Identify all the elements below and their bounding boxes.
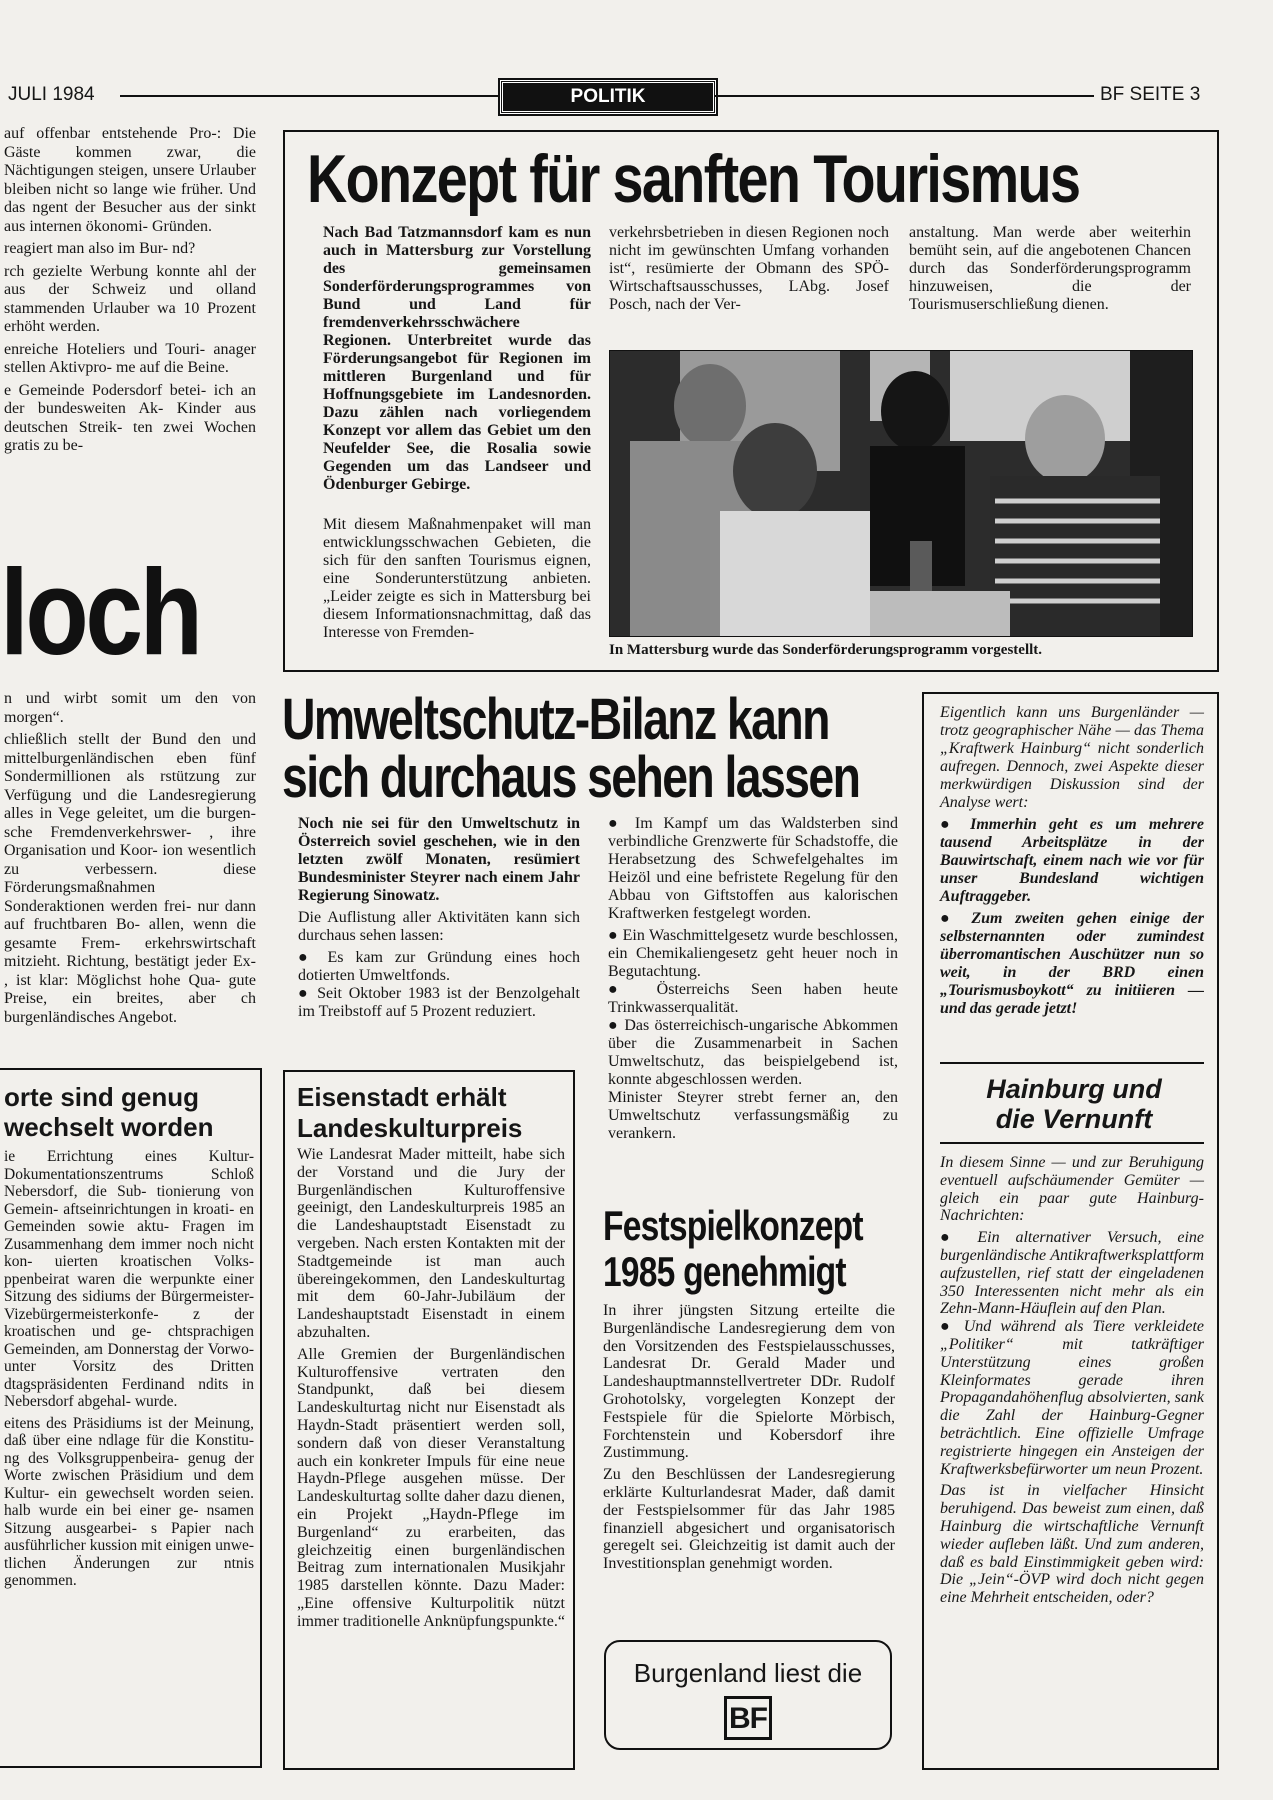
hainburg-article xyxy=(922,692,1219,1770)
environment-col-1 xyxy=(298,815,580,1025)
left-paragraph: chließlich stellt der Bund den und mittelburgenländischen eben fünf Sondermillionen als rstützung zur Verfügung und die Landesregierung alles in Vege geleitet, um die burgen- sche Fremdenverkehrswer- , ihre Organisation und Koor- ion wesentlich zu verbessern. diese Förderungsmaßnahmen Sonderaktionen werden frei- nur dann auf fruchtbaren Bo- allen, wenn die gesamte Frem- erkehrswirtschaft mitzieht. Richtung, bestätigt jeder Ex- , ist klar: Möglichst hohe Qua- gute Preise, ein breites, aber ch burgenländisches Angebot. xyxy=(4,731,256,1026)
environment-headline-1: Umweltschutz-Bilanz kann xyxy=(282,687,829,752)
eisenstadt-paragraph: Alle Gremien der Burgenländischen Kulturoffensive vertraten den Standpunkt, daß bei diesem Landeskulturtag nicht nur Eisenstadt als Haydn-Stadt präsentiert werden soll, sondern daß von dieser Veranstaltung auch ein konkreter Impuls für eine neue Haydn-Pflege ausgehen müsse. Der Landeskulturtag sollte daher dazu dienen, ein Projekt „Haydn-Pflege im Burgenland“ zu erarbeiten, das gleichzeitig einen burgenländischen Beitrag zum internationalen Musikjahr 1985 darstellen könnte. Dazu Mader: „Eine offensive Kulturpolitik nützt immer traditionelle Anknüpfungspunkte.“ xyxy=(297,1345,565,1630)
tourism-body-2: verkehrsbetrieben in diesen Regionen noch nicht im gewünschten Umfang vorhanden ist“, resümierte der Obmann des SPÖ-Wirtschaftsausschusses, LAbg. Josef Posch, nach der Ver- xyxy=(609,224,889,313)
left-box-headline: orte sind genug wechselt worden xyxy=(4,1082,214,1142)
festspiel-body xyxy=(603,1302,895,1577)
hainburg-intro xyxy=(940,704,1204,1022)
hainburg-bullet: ● Immerhin geht es um mehrere tausend Arbeitsplätze in der Bauwirtschaft, einem nach wie vor für unser Bundesland wichtigen Auftraggeber. xyxy=(940,816,1204,905)
header-page-number: BF SEITE 3 xyxy=(1100,84,1201,105)
environment-lead: Noch nie sei für den Umweltschutz in Österreich soviel geschehen, wie in den letzten zwölf Monaten, resümiert Bundesminister Steyrer nach einem Jahr Regierung Sinowatz. xyxy=(298,815,580,904)
left-paragraph: auf offenbar entstehende Pro-: Die Gäste kommen zwar, die Nächtigungen steigen, unsere Urlauber bleiben nicht so lange wie früher. Und das ngent der Besucher aus der sinkt aus internen ökonomi- Gründen. xyxy=(4,125,256,235)
tourism-article xyxy=(283,130,1219,672)
tourism-lead: Nach Bad Tatzmannsdorf kam es nun auch in Mattersburg zur Vorstellung des gemeinsamen Sonderförderungsprogrammes von Bund und Land für fremdenverkehrsschwächere Regionen. Unterbreitet wurde das Förderungsangebot für Regionen im mittleren Burgenland und für Hoffnungsgebiete im Landesnorden. Dazu zählen nach vorliegendem Konzept vor allem das Gebiet um den Neufelder See, die Rosalia sowie Gegenden um das Landseer und Ödenburger Gebirge. xyxy=(323,224,591,493)
photo-scene xyxy=(610,351,1192,636)
hainburg-rule-top xyxy=(940,1062,1204,1064)
eisenstadt-body xyxy=(297,1146,565,1635)
left-column-middle xyxy=(4,690,256,1031)
environment-bullet: ● Seit Oktober 1983 ist der Benzolgehalt im Treibstoff auf 5 Prozent reduziert. xyxy=(298,985,580,1020)
left-column-top xyxy=(4,125,256,460)
environment-bullet: ● Es kam zur Gründung eines hoch dotierten Umweltfonds. xyxy=(298,949,580,984)
left-paragraph: reagiert man also im Bur- nd? xyxy=(4,240,196,257)
eisenstadt-paragraph: Wie Landesrat Mader mitteilt, habe sich der Vorstand und die Jury der Burgenländischen Kulturoffensive geeinigt, den Landeskulturpreis 1985 an die Landeshauptstadt Eisenstadt zu vergeben. Nach ersten Kontakten mit der Stadtgemeinde ist man auch übereingekommen, den Landeskulturtag mit dem 60-Jahr-Jubiläum der Landeshauptstadt Eisenstadt in einem abzuhalten. xyxy=(297,1146,565,1341)
header-rule-right xyxy=(714,95,1094,97)
ad-box xyxy=(604,1640,892,1750)
tourism-body-1: Mit diesem Maßnahmenpaket will man entwicklungsschwachen Gebieten, die sich für den sanften Tourismus eignen, eine Sonderunterstützung anbieten. „Leider zeigte es sich in Mattersburg bei diesem Informationsnachmittag, daß das Interesse von Fremden- xyxy=(323,516,591,641)
photo-caption: In Mattersburg wurde das Sonderförderungsprogramm vorgestellt. xyxy=(609,642,1043,658)
left-box-paragraph: ie Errichtung eines Kultur- Dokumentationszentrums Schloß Nebersdorf, die Sub- tionierung von Gemein- aftseinrichtungen in kroati- en Gemeinden sowie aktu- Fragen im Zusammenhang dem immer noch nicht kon- uierten kroatischen Volks- ppenbeirat waren die werpunkte einer Sitzung des sidiums der Bürgermeister- Vizebürgermeisterkonfe- z der kroatischen und ge- chtsprachigen Gemeinden, am Donnerstag der Vorwo- unter Vorsitz des Dritten dtagspräsidenten Ferdinand ndits in Nebersdorf abgehal- wurde. xyxy=(4,1148,254,1410)
festspiel-headline-2: 1985 genehmigt xyxy=(603,1248,846,1295)
eisenstadt-headline: Eisenstadt erhält Landeskulturpreis xyxy=(297,1082,523,1143)
hainburg-bullet: ● Zum zweiten gehen einige der selbsternannten oder zumindest überromantischen Auschützer nun so weit, in der BRD einen „Tourismusboykott“ zu initiieren — und das gerade jetzt! xyxy=(940,910,1204,1017)
hainburg-bullet: ● Und während als Tiere verkleidete „Politiker“ mit tatkräftiger Unterstützung eines großen Kleinformates gerade ihren Propagandahöhenflug absolvierten, sank die Zahl der Hainburg-Gegner beträchtlich. Eine offizielle Umfrage registrierte hingegen ein Ansteigen der Kraftwerksbefürworter um neun Prozent. xyxy=(940,1318,1204,1478)
eisenstadt-article xyxy=(283,1070,575,1770)
festspiel-paragraph: Zu den Beschlüssen der Landesregierung erklärte Kulturlandesrat Mader, daß damit der Festspielsommer für das Jahr 1985 finanziell abgesichert und organisatorisch geregelt sei. Gleichzeitig ist damit auch der Investitionsplan genehmigt worden. xyxy=(603,1466,895,1573)
hainburg-body xyxy=(940,1154,1204,1611)
environment-paragraph: Die Auflistung aller Aktivitäten kann sich durchaus sehen lassen: xyxy=(298,909,580,944)
left-box-paragraph: eitens des Präsidiums ist der Meinung, daß über eine ndlage für die Konstitu- ng des Volksgruppenbeira- genug der Worte zwischen Präsidium und dem Kultur- ein gewechselt worden seien. halb wurde ein bei einer ge- nsamen Sitzung ausgearbei- s Papier nach ausführlicher kussion mit einigen unwe- tlichen Änderungen zur ntnis genommen. xyxy=(4,1414,254,1589)
festspiel-paragraph: In ihrer jüngsten Sitzung erteilte die Burgenländische Landesregierung dem von den Vorsitzenden des Festspielausschusses, Landesrat Dr. Gerald Mader und Landeshauptmannstellvertreter DDr. Rudolf Grohotolsky, vorgelegten Konzept der Festspiele für die Spielorte Mörbisch, Forchtenstein und Kobersdorf ihre Zustimmung. xyxy=(603,1302,895,1462)
left-paragraph: n und wirbt somit um den von morgen“. xyxy=(4,690,256,726)
tourism-col-1b xyxy=(323,516,591,646)
environment-bullet: ● Österreichs Seen haben heute Trinkwasserqualität. xyxy=(608,981,898,1016)
environment-bullet: ● Im Kampf um das Waldsterben sind verbindliche Grenzwerte für Schadstoffe, die Herabsetzung des Schwefelgehaltes im Heizöl und eine befristete Regelung für den Abbau von Giftstoffen aus kalorischen Kraftwerken festgelegt worden. xyxy=(608,815,898,922)
festspiel-headline-1: Festspielkonzept xyxy=(603,1202,863,1249)
ad-text: Burgenland liest die xyxy=(633,1658,863,1688)
tourism-col-1 xyxy=(323,224,591,498)
left-paragraph: rch gezielte Werbung konnte ahl der aus der Schweiz und olland stammenden Urlauber wa 10 Prozent erhöht werden. xyxy=(4,262,256,335)
environment-headline-2: sich durchaus sehen lassen xyxy=(282,745,860,810)
tourism-photo xyxy=(609,350,1193,637)
tourism-body-3: anstaltung. Man werde aber weiterhin bemüht sein, auf die angebotenen Chancen durch das Sonderförderungsprogramm hinzuweisen, die der Tourismuserschließung dienen. xyxy=(909,224,1191,313)
tourism-col-2 xyxy=(609,224,889,318)
hainburg-paragraph: In diesem Sinne — und zur Beruhigung eventuell aufschäumender Gemüter — gleich ein paar gute Hainburg-Nachrichten: xyxy=(940,1154,1204,1225)
left-box-body xyxy=(4,1148,254,1594)
left-big-headline: loch xyxy=(0,544,200,680)
hainburg-paragraph: Eigentlich kann uns Burgenländer — trotz geographischer Nähe — das Thema „Kraftwerk Hainburg“ nicht sonderlich aufregen. Dennoch, zwei Aspekte dieser merkwürdigen Diskussion sind der Analyse wert: xyxy=(940,704,1204,811)
section-label: POLITIK xyxy=(500,80,716,114)
left-box-article xyxy=(0,1068,262,1768)
tourism-col-3 xyxy=(909,224,1191,318)
header-rule-left xyxy=(120,95,498,97)
environment-col-2 xyxy=(608,815,898,1147)
tourism-headline: Konzept für sanften Tourismus xyxy=(307,141,1080,217)
environment-paragraph: Minister Steyrer strebt ferner an, den Umweltschutz verfassungsmäßig zu verankern. xyxy=(608,1089,898,1142)
left-paragraph: e Gemeinde Podersdorf betei- ich an der bundesweiten Ak- Kinder aus deutschen Streik- ten zwei Wochen gratis zu be- xyxy=(4,381,256,454)
hainburg-bullet: ● Ein alternativer Versuch, eine burgenländische Antikraftwerksplattform aufzustellen, rief statt der eingeladenen 350 Interessenten nicht mehr als ein Zehn-Mann-Häuflein auf den Plan. xyxy=(940,1229,1204,1318)
hainburg-rule-bottom xyxy=(940,1142,1204,1144)
environment-bullet: ● Ein Waschmittelgesetz wurde beschlossen, ein Chemikaliengesetz geht heuer noch in Begutachtung. xyxy=(608,927,898,980)
header-date: JULI 1984 xyxy=(8,84,95,105)
environment-bullet: ● Das österreichisch-ungarische Abkommen über die Zusammenarbeit in Sachen Umweltschutz, das beispielgebend ist, konnte abgeschlossen werden. xyxy=(608,1017,898,1088)
left-paragraph: enreiche Hoteliers und Touri- anager stellen Aktivpro- me auf die Beine. xyxy=(4,340,256,376)
ad-logo: BF xyxy=(724,1696,772,1740)
hainburg-paragraph: Das ist in vielfacher Hinsicht beruhigend. Das beweist zum einen, daß Hainburg die wirtschaftliche Vernunft wieder aufleben läßt. Und zum anderen, daß es bald Einstimmigkeit geben wird: Die „Jein“-ÖVP wird doch nicht gegen eine Mehrheit entscheiden, oder? xyxy=(940,1482,1204,1607)
hainburg-headline: Hainburg und die Vernunft xyxy=(986,1074,1162,1134)
